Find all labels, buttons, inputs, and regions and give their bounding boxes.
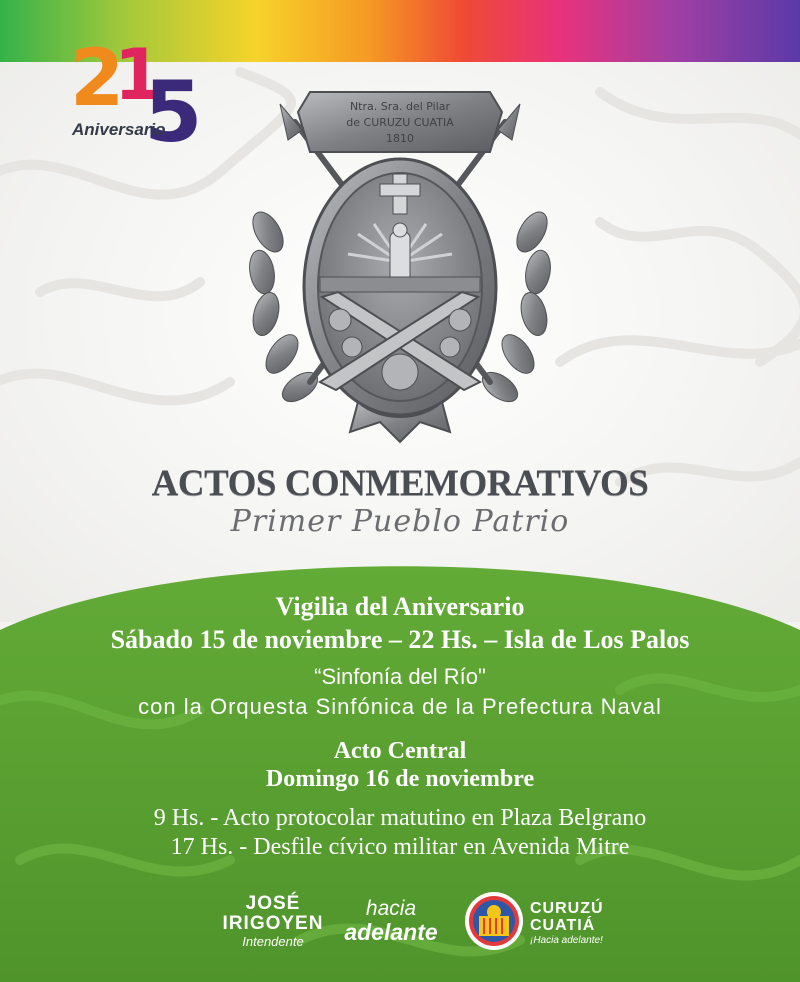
crest-banner-line-1: Ntra. Sra. del Pilar [349,100,451,113]
slogan-logo [335,898,447,944]
coat-of-arms-crest-icon [240,82,560,462]
acto-central-title: Acto Central [333,738,467,764]
crest-banner-year: 1810 [386,132,414,145]
intendente-first-name: JOSÉ [245,893,301,914]
acto-central-item: 17 Hs. - Desfile cívico militar en Avenida Mitre [170,834,630,860]
intendente-last-name: IRIGOYEN [222,913,324,934]
badge-digit-2: 2 [70,34,119,124]
footer-logos [0,880,800,970]
headline-subtitle: Primer Pueblo Patrio [230,504,570,539]
vigilia-orchestra: con la Orquesta Sinfónica de la Prefectura Naval [138,694,662,719]
intendente-role: Intendente [242,934,304,949]
badge-label: Aniversario [72,120,166,139]
vigilia-title: Vigilia del Aniversario [275,592,525,621]
city-seal-icon [463,890,525,952]
city-name-line-2: CUATIÁ [530,917,596,934]
acto-central-item: 9 Hs. - Acto protocolar matutino en Plaza Belgrano [153,805,647,831]
intendente-logo [218,894,328,949]
city-slogan: ¡Hacia adelante! [530,935,603,946]
city-logo-text [530,900,604,948]
city-name-line-1: CURUZÚ [530,900,604,917]
vigilia-date: Sábado 15 de noviembre – 22 Hs. – Isla de Los Palos [110,625,690,654]
slogan-line-1: hacia [365,897,417,920]
slogan-line-2: adelante [344,919,438,945]
vigilia-concert: “Sinfonía del Río" [314,664,486,689]
headline-title: ACTOS CONMEMORATIVOS [151,463,649,504]
badge-digit-5: 5 [144,63,197,161]
crest-banner-line-2: de CURUZU CUATIA [346,116,454,129]
badge-digit-1: 1 [114,34,157,116]
anniversary-badge [66,34,197,165]
acto-central-date: Domingo 16 de noviembre [265,766,535,792]
